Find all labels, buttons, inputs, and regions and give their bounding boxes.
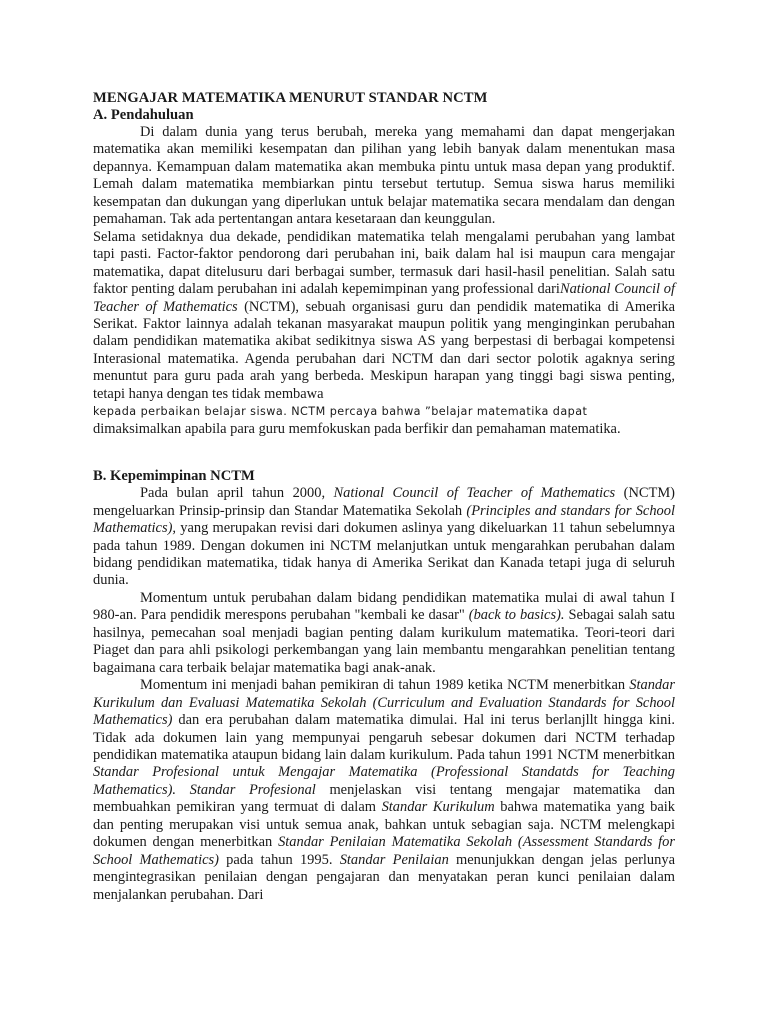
section-a-heading: A. Pendahuluan (93, 107, 194, 123)
document-page (93, 90, 675, 904)
section-b-heading: B. Kepemimpinan NCTM (93, 468, 255, 485)
section-a-paragraph-2: Selama setidaknya dua dekade, pendidikan matematika telah mengalami perubahan yang lambat tapi pasti. Factor-faktor pendorong dari perubahan ini, baik dalam hal isi maupun cara mengajar matematika, dapat ditelusuru dari berbagai sumber, termasuk dari hasil-hasil penelitian. Salah satu faktor penting dalam perubahan ini adalah kepemimpinan yang professional dariNational Council of Teacher of Mathematics (NCTM), sebuah organisasi guru dan pendidik matematika di Amerika Serikat. Faktor lainnya adalah tekanan masyarakat maupun politik yang menginginkan perubahan dalam pendidikan matematika akibat sedikitnya siswa AS yang berpestasi di berbagai kompetensi Interasional matematika. Agenda perubahan dari NCTM dan dari sector polotik agaknya sering menuntut para guru pada arah yang berbeda. Meskipun harapan yang tinggi bagi siswa penting, tetapi hanya dengan tes tidak membawa (93, 228, 675, 402)
section-a-paragraph-1: Di dalam dunia yang terus berubah, mereka yang memahami dan dapat mengerjakan matematika akan memiliki kesempatan dan pilihan yang lebih banyak dalam menentukan masa depannya. Kemampuan dalam matematika akan membuka pintu untuk masa depan yang produktif. Lemah dalam matematika membiarkan pintu tersebut tertutup. Semua siswa harus memiliki kesempatan dan dukungan yang diperlukan untuk belajar matematika secara mendalam dan dengan pemahaman. Tak ada pertentangan antara kesetaraan dan keunggulan. (93, 124, 675, 228)
section-b-paragraph-1: Pada bulan april tahun 2000, National Council of Teacher of Mathematics (NCTM) mengeluarkan Prinsip-prinsip dan Standar Matematika Sekolah (Principles and standars for School Mathematics), yang merupakan revisi dari dokumen aslinya yang dikeluarkan 11 tahun sebelumnya pada tahun 1989. Dengan dokumen ini NCTM melanjutkan untuk mengarahkan perubahan dalam bidang pendidikan matematika, tidak hanya di Amerika Serikat dan Kanada tetapi juga di seluruh dunia. (93, 485, 675, 589)
section-b-paragraph-3: Momentum ini menjadi bahan pemikiran di tahun 1989 ketika NCTM menerbitkan Standar Kurikulum dan Evaluasi Matematika Sekolah (Curriculum and Evaluation Standards for School Mathematics) dan era perubahan dalam matematika dimulai. Hal ini terus berlanjllt hingga kini. Tidak ada dokumen lain yang mempunyai pengaruh sebesar dokumen dari NCTM terhadap pendidikan matematika ataupun bidang lain dalam kurikulum. Pada tahun 1991 NCTM menerbitkan Standar Profesional untuk Mengajar Matematika (Professional Standatds for Teaching Mathematics). Standar Profesional menjelaskan visi tentang mengajar matematika dan membuahkan pemikiran yang termuat di dalam Standar Kurikulum bahwa matematika yang baik dan penting merupakan visi untuk semua anak, bahkan untuk sebagian saja. NCTM melengkapi dokumen dengan menerbitkan Standar Penilaian Matematika Sekolah (Assessment Standards for School Mathematics) pada tahun 1995. Standar Penilaian menunjukkan dengan jelas perlunya mengintegrasikan penilaian dengan pengajaran dan menyatakan peran kunci penilaian dalam menjalankan perubahan. Dari (93, 677, 675, 903)
section-a-paragraph-2-sans-line: kepada perbaikan belajar siswa. NCTM percaya bahwa ”belajar matematika dapat (93, 405, 588, 419)
document-title: MENGAJAR MATEMATIKA MENURUT STANDAR NCTM (93, 90, 488, 106)
section-spacer (93, 438, 675, 468)
section-a-paragraph-2-end: dimaksimalkan apabila para guru memfokuskan pada berfikir dan pemahaman matematika. (93, 420, 621, 437)
section-b-paragraph-2: Momentum untuk perubahan dalam bidang pendidikan matematika mulai di awal tahun I 980-an. Para pendidik merespons perubahan "kembali ke dasar" (back to basics). Sebagai salah satu hasilnya, pemecahan soal menjadi bagian penting dalam kurikulum matematika. Teori-teori dari Piaget dan para ahli psikologi perkembangan yang lain membantu mengarahkan penelitian tentang bagaimana cara terbaik belajar matematika bagi anak-anak. (93, 589, 675, 676)
